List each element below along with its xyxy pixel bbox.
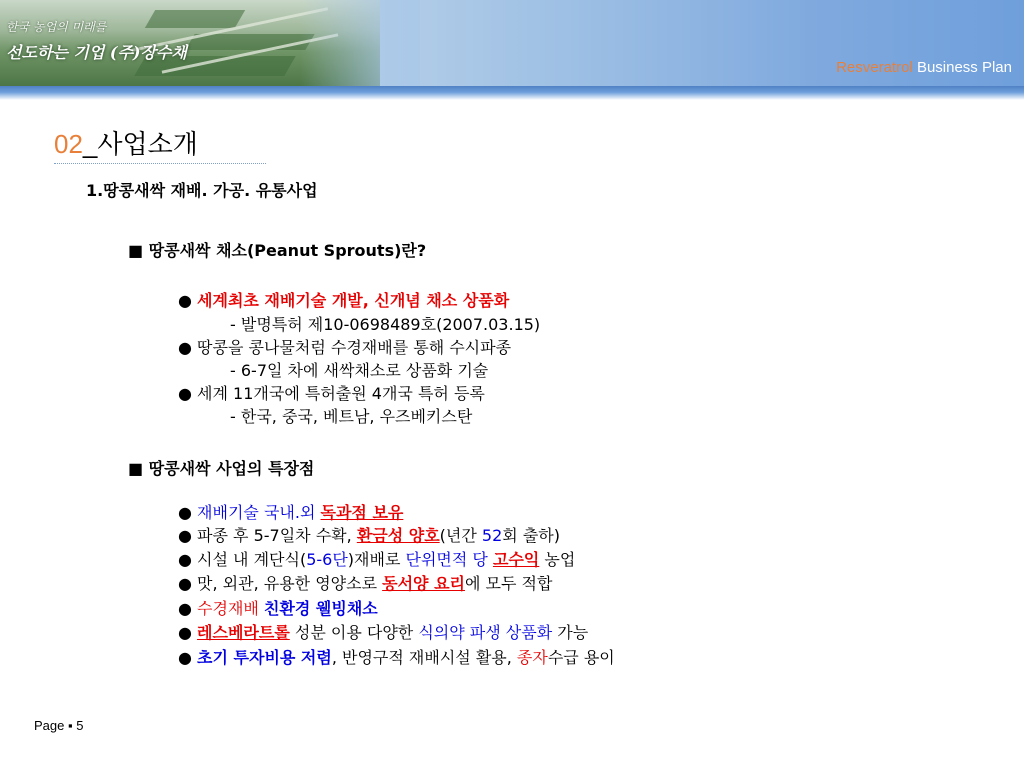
page-number: Page ▪ 5 <box>34 718 84 733</box>
logo-slogan: 한국 농업의 미래를 <box>6 20 107 34</box>
section-title-text: _사업소개 <box>82 129 198 159</box>
feature-7: ● 초기 투자비용 저렴, 반영구적 재배시설 활용, 종자수급 용이 <box>178 648 615 667</box>
bullet-2-sub: - 6-7일 차에 새싹채소로 상품화 기술 <box>230 361 489 380</box>
feature-3: ● 시설 내 계단식(5-6단)재배로 단위면적 당 고수익 농업 <box>178 550 576 569</box>
section-subtitle: 1.땅콩새싹 재배. 가공. 유통사업 <box>86 181 318 200</box>
header-banner <box>0 0 1024 86</box>
bullet-3: ● 세계 11개국에 특허출원 4개국 특허 등록 <box>178 384 485 403</box>
bullet-1: ● 세계최초 재배기술 개발, 신개념 채소 상품화 <box>178 291 510 310</box>
header-title <box>836 59 1012 76</box>
part2-heading: ■ 땅콩새싹 사업의 특장점 <box>128 459 315 478</box>
section-divider <box>54 163 266 164</box>
bullet-1-sub: - 발명특허 제10-0698489호(2007.03.15) <box>230 315 541 334</box>
part1-heading: ■ 땅콩새싹 채소(Peanut Sprouts)란? <box>128 241 427 260</box>
bullet-3-sub: - 한국, 중국, 베트남, 우즈베키스탄 <box>230 407 473 426</box>
feature-4: ● 맛, 외관, 유용한 영양소로 동서양 요리에 모두 적합 <box>178 574 553 593</box>
feature-6: ● 레스베라트롤 성분 이용 다양한 식의약 파생 상품화 가능 <box>178 623 589 642</box>
feature-2: ● 파종 후 5-7일차 수확, 환금성 양호(년간 52회 출하) <box>178 526 560 545</box>
feature-5: ● 수경재배 친환경 웰빙채소 <box>178 599 378 618</box>
section-number: 02 <box>54 129 83 159</box>
feature-1: ● 재배기술 국내.외 독과점 보유 <box>178 503 404 522</box>
section-title <box>54 124 198 161</box>
header-title-rest: Business Plan <box>916 59 1012 76</box>
banner-bottom-stripe <box>0 86 1024 100</box>
company-logo: 선도하는 기업 (주)장수채 <box>6 43 187 62</box>
header-title-accent: Resveratrol <box>836 59 913 76</box>
bullet-2: ● 땅콩을 콩나물처럼 수경재배를 통해 수시파종 <box>178 338 512 357</box>
